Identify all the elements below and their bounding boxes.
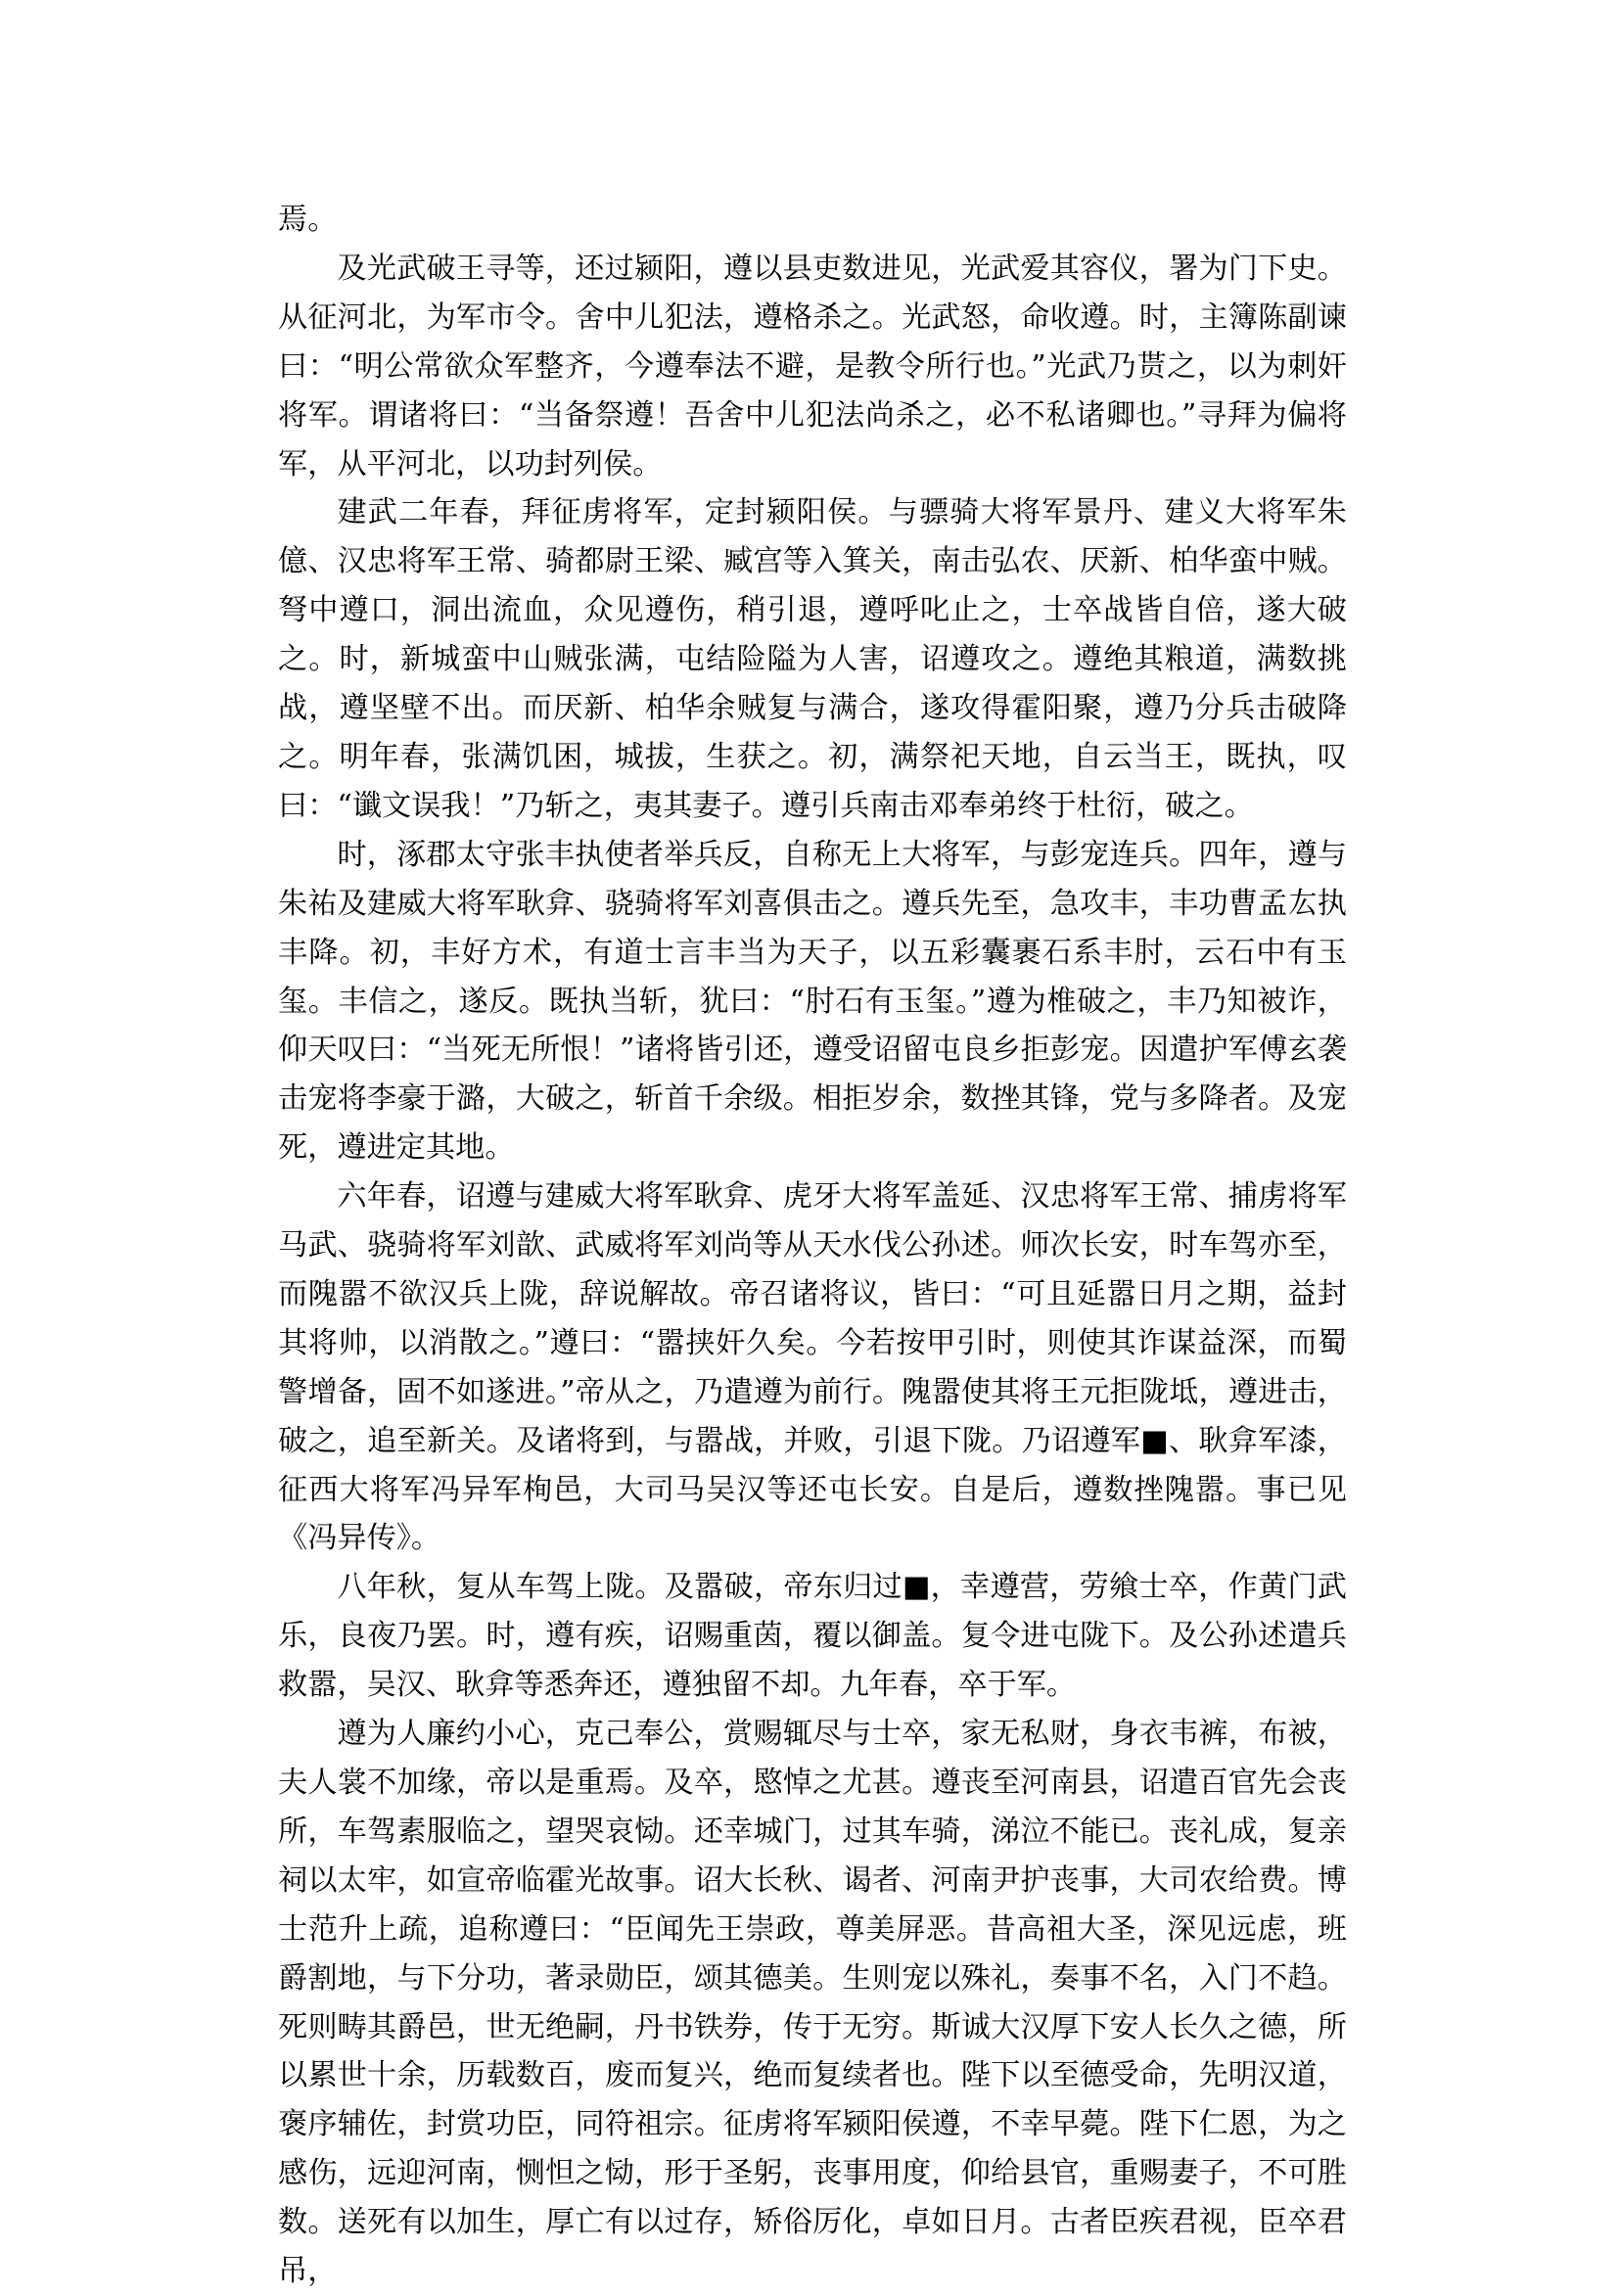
paragraph-1: 焉。 bbox=[278, 203, 338, 237]
paragraph-5: 六年春，诏遵与建威大将军耿弇、虎牙大将军盖延、汉忠将军王常、捕虏将军马武、骁骑将军刘歆、武威将军刘尚等从天水伐公孙述。师次长安，时车驾亦至，而隗嚣不欲汉兵上陇，辞说解故。帝召诸将议，皆曰：“可且延嚣日月之期，益封其将帅，以消散之。”遵曰：“嚣挟奸久矣。今若按甲引时，则使其诈谋益深，而蜀警增备，固不如遂进。”帝从之，乃遣遵为前行。隗嚣使其将王元拒陇坻，遵进击，破之，追至新关。及诸将到，与嚣战，并败，引退下陇。乃诏遵军■、耿弇军漆，征西大将军冯异军栒邑，大司马吴汉等还屯长安。自是后，遵数挫隗嚣。事已见《冯异传》。 bbox=[278, 1179, 1347, 1556]
paragraph-2: 及光武破王寻等，还过颍阳，遵以县吏数进见，光武爱其容仪，署为门下史。从征河北，为军市令。舍中儿犯法，遵格杀之。光武怒，命收遵。时，主簿陈副谏曰：“明公常欲众军整齐，今遵奉法不避，是教令所行也。”光武乃贳之，以为刺奸将军。谓诸将曰：“当备祭遵！吾舍中儿犯法尚杀之，必不私诸卿也。”寻拜为偏将军，从平河北，以功封列侯。 bbox=[278, 251, 1347, 482]
document-page bbox=[278, 196, 1347, 2296]
paragraph-4: 时，涿郡太守张丰执使者举兵反，自称无上大将军，与彭宠连兵。四年，遵与朱祐及建威大将军耿弇、骁骑将军刘喜俱击之。遵兵先至，急攻丰，丰功曹孟厷执丰降。初，丰好方术，有道士言丰当为天子，以五彩囊裹石系丰肘，云石中有玉玺。丰信之，遂反。既执当斩，犹曰：“肘石有玉玺。”遵为椎破之，丰乃知被诈，仰天叹曰：“当死无所恨！”诸将皆引还，遵受诏留屯良乡拒彭宠。因遣护军傅玄袭击宠将李豪于潞，大破之，斩首千余级。相拒岁余，数挫其锋，党与多降者。及宠死，遵进定其地。 bbox=[278, 837, 1347, 1166]
paragraph-6: 八年秋，复从车驾上陇。及嚣破，帝东归过■，幸遵营，劳飨士卒，作黄门武乐，良夜乃罢。时，遵有疾，诏赐重茵，覆以御盖。复令进屯陇下。及公孙述遣兵救嚣，吴汉、耿弇等悉奔还，遵独留不却。九年春，卒于军。 bbox=[278, 1570, 1347, 1703]
paragraph-3: 建武二年春，拜征虏将军，定封颍阳侯。与骠骑大将军景丹、建义大将军朱億、汉忠将军王常、骑都尉王梁、臧宫等入箕关，南击弘农、厌新、柏华蛮中贼。弩中遵口，洞出流血，众见遵伤，稍引退，遵呼叱止之，士卒战皆自倍，遂大破之。时，新城蛮中山贼张满，屯结险隘为人害，诏遵攻之。遵绝其粮道，满数挑战，遵坚壁不出。而厌新、柏华余贼复与满合，遂攻得霍阳聚，遵乃分兵击破降之。明年春，张满饥困，城拔，生获之。初，满祭祀天地，自云当王，既执，叹曰：“谶文误我！”乃斩之，夷其妻子。遵引兵南击邓奉弟终于杜衍，破之。 bbox=[278, 495, 1347, 823]
paragraph-7: 遵为人廉约小心，克己奉公，赏赐辄尽与士卒，家无私财，身衣韦裤，布被，夫人裳不加缘，帝以是重焉。及卒，愍悼之尤甚。遵丧至河南县，诏遣百官先会丧所，车驾素服临之，望哭哀恸。还幸城门，过其车骑，涕泣不能已。丧礼成，复亲祠以太牢，如宣帝临霍光故事。诏大长秋、谒者、河南尹护丧事，大司农给费。博士范升上疏，追称遵曰：“臣闻先王崇政，尊美屏恶。昔高祖大圣，深见远虑，班爵割地，与下分功，著录勋臣，颂其德美。生则宠以殊礼，奏事不名，入门不趋。死则畴其爵邑，世无绝嗣，丹书铁券，传于无穷。斯诚大汉厚下安人长久之德，所以累世十余，历载数百，废而复兴，绝而复续者也。陛下以至德受命，先明汉道，褒序辅佐，封赏功臣，同符祖宗。征虏将军颍阳侯遵，不幸早薨。陛下仁恩，为之感伤，远迎河南，恻怛之恸，形于圣躬，丧事用度，仰给县官，重赐妻子，不可胜数。送死有以加生，厚亡有以过存，矫俗厉化，卓如日月。古者臣疾君视，臣卒君吊， bbox=[278, 1717, 1347, 2289]
